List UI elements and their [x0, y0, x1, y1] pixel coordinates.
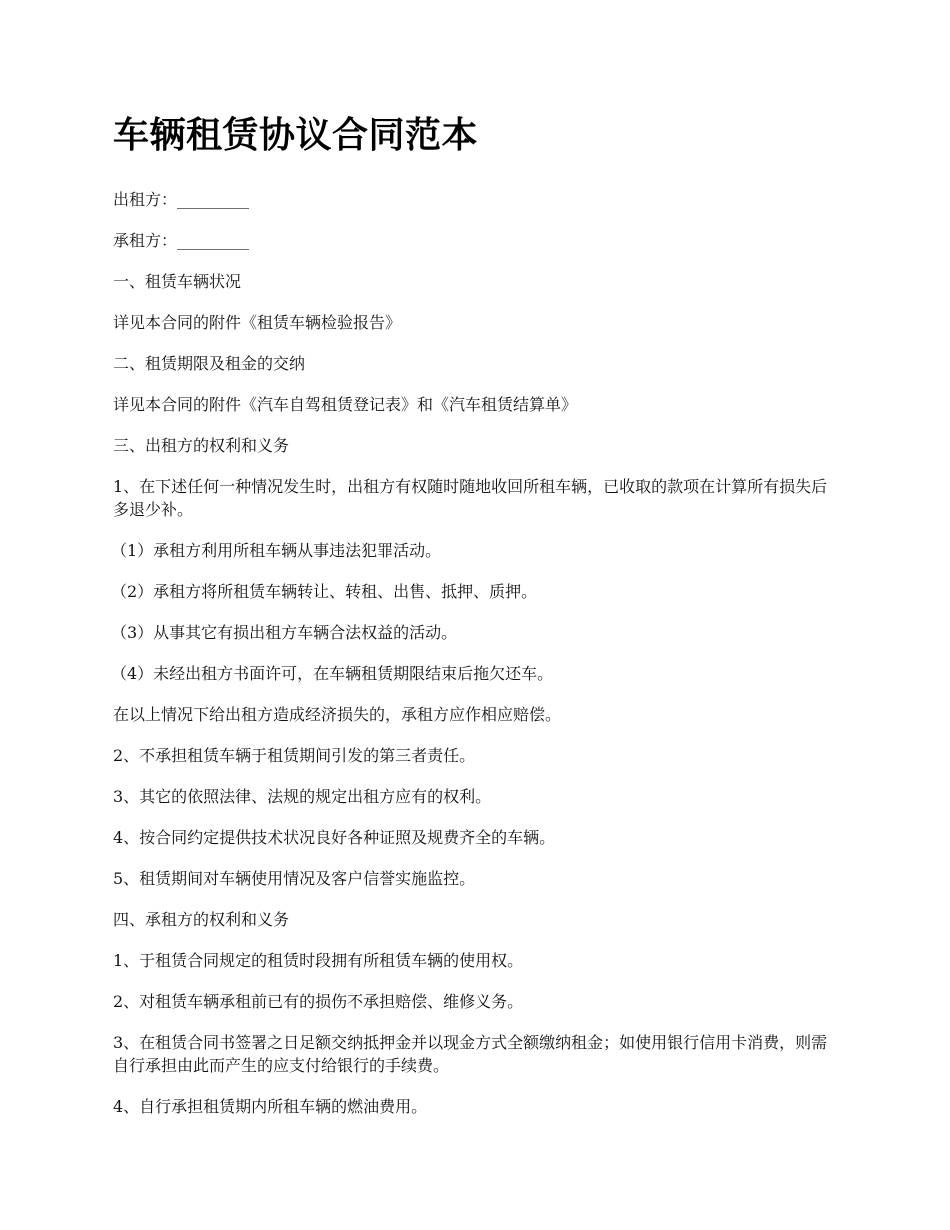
paragraph: 3、其它的依照法律、法规的规定出租方应有的权利。 — [113, 787, 492, 806]
paragraph: 1、于租赁合同规定的租赁时段拥有所租赁车辆的使用权。 — [113, 951, 524, 970]
section-heading-3: 三、出租方的权利和义务 — [113, 436, 290, 455]
paragraph: 3、在租赁合同书签署之日足额交纳抵押金并以现金方式全额缴纳租金；如使用银行信用卡消费，则需自行承担由此而产生的应支付给银行的手续费。 — [113, 1033, 828, 1075]
paragraph: 5、租赁期间对车辆使用情况及客户信誉实施监控。 — [113, 869, 476, 888]
paragraph: 4、按合同约定提供技术状况良好各种证照及规费齐全的车辆。 — [113, 828, 556, 847]
paragraph: 2、不承担租赁车辆于租赁期间引发的第三者责任。 — [113, 746, 476, 765]
paragraph: 2、对租赁车辆承租前已有的损伤不承担赔偿、维修义务。 — [113, 992, 524, 1011]
section-heading-1: 一、租赁车辆状况 — [113, 272, 242, 291]
section-heading-4: 四、承租方的权利和义务 — [113, 910, 290, 929]
list-item: （2）承租方将所租赁车辆转让、转租、出售、抵押、质押。 — [111, 582, 538, 601]
document-page — [113, 108, 838, 1136]
paragraph: 详见本合同的附件《汽车自驾租赁登记表》和《汽车租赁结算单》 — [113, 395, 578, 414]
list-item: （3）从事其它有损出租方车辆合法权益的活动。 — [111, 623, 458, 642]
section-heading-2: 二、租赁期限及租金的交纳 — [113, 354, 306, 373]
list-item: （1）承租方利用所租车辆从事违法犯罪活动。 — [111, 541, 442, 560]
list-item: （4）未经出租方书面许可，在车辆租赁期限结束后拖欠还车。 — [111, 664, 554, 683]
paragraph: 4、自行承担租赁期内所租车辆的燃油费用。 — [113, 1097, 428, 1116]
paragraph: 1、在下述任何一种情况发生时，出租方有权随时随地收回所租车辆，已收取的款项在计算所有损失后多退少补。 — [113, 477, 828, 519]
paragraph: 详见本合同的附件《租赁车辆检验报告》 — [113, 313, 402, 332]
document-title: 车辆租赁协议合同范本 — [113, 114, 479, 156]
lessor-line: 出租方：_________ — [113, 190, 250, 209]
lessee-line: 承租方：_________ — [113, 231, 250, 250]
paragraph: 在以上情况下给出租方造成经济损失的，承租方应作相应赔偿。 — [113, 705, 562, 724]
